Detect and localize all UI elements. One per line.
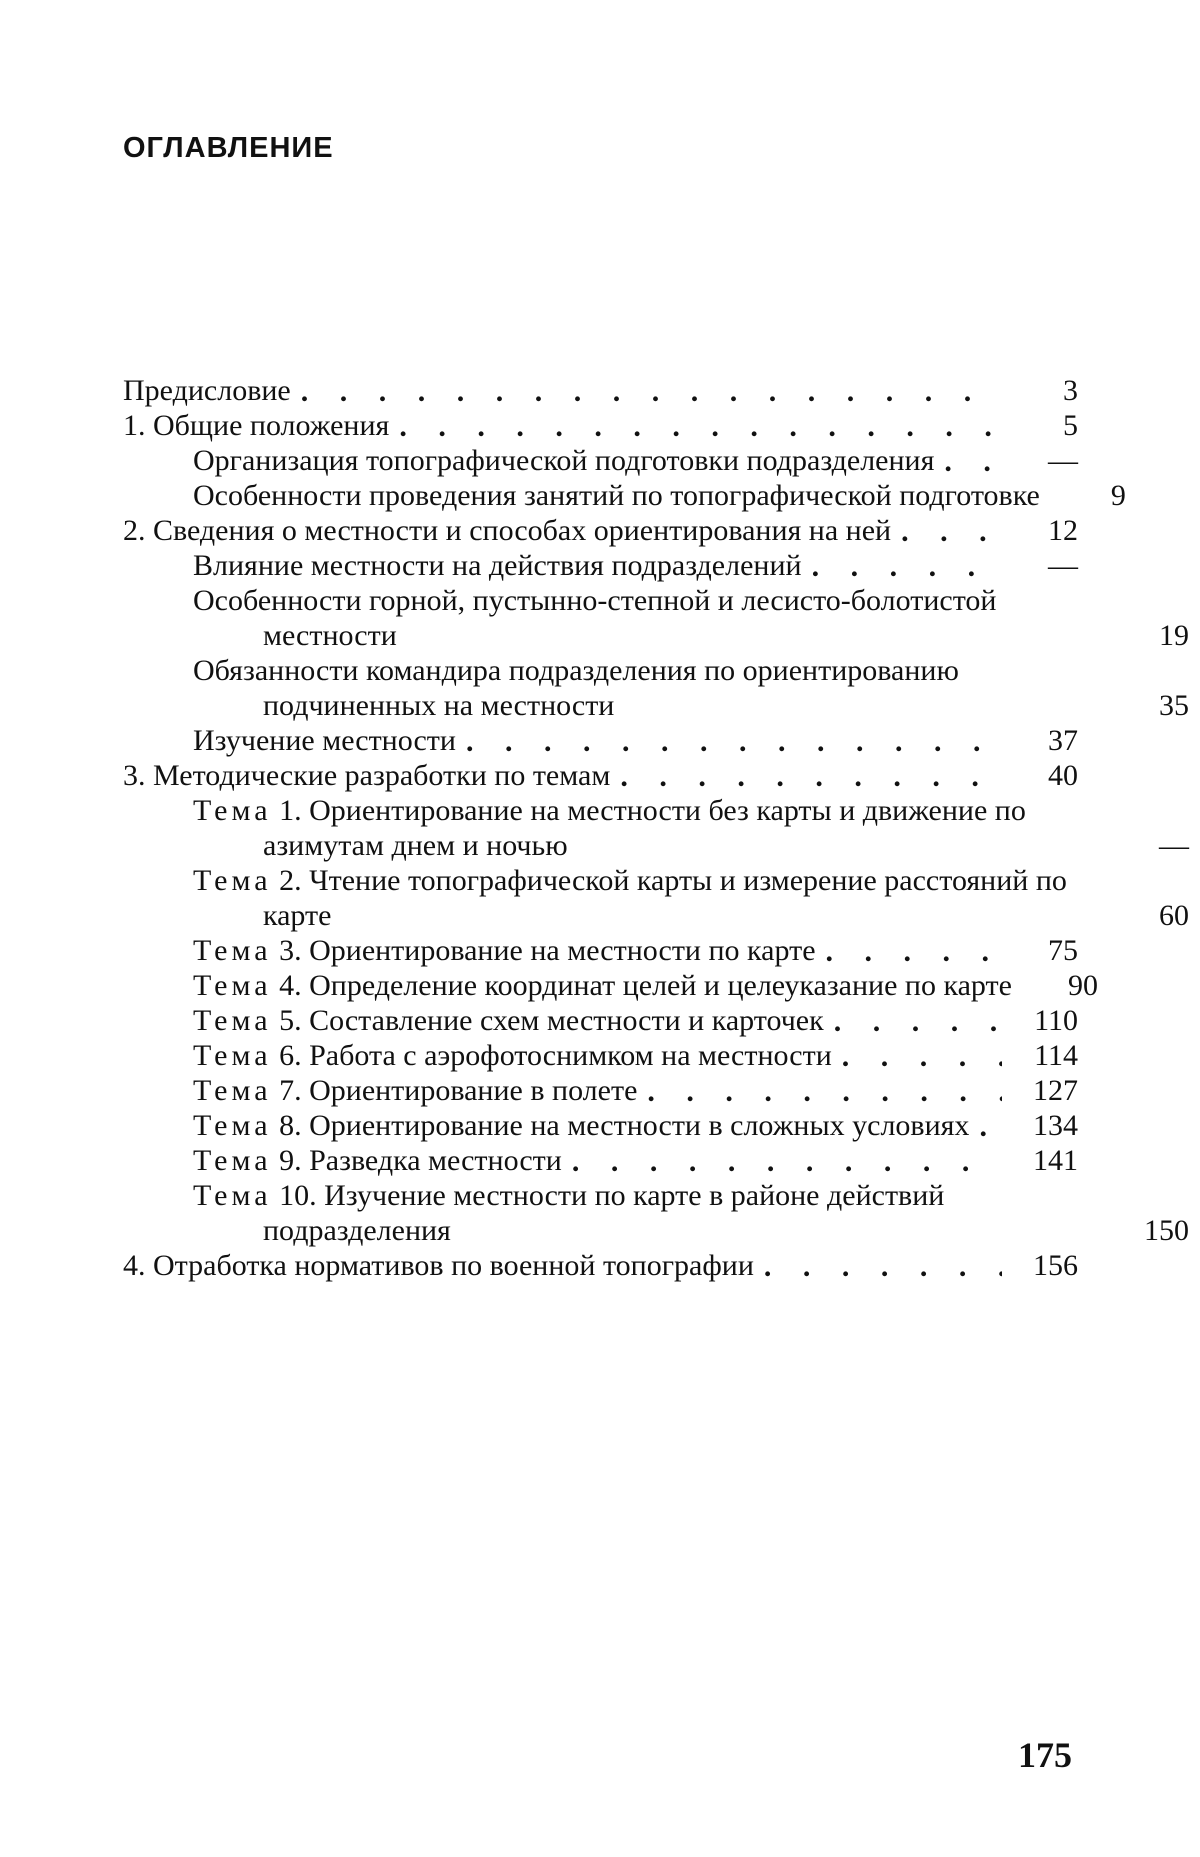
toc-entry xyxy=(123,968,1098,1003)
toc-entry xyxy=(123,548,1078,583)
toc-entry-page: — xyxy=(1048,444,1078,477)
toc-entry-page: 9 xyxy=(1110,479,1126,512)
dot-leader xyxy=(572,1152,1002,1172)
toc-entry-page: 127 xyxy=(1033,1074,1078,1107)
toc-entry-label: 3. Ориентирование на местности по карте xyxy=(271,934,816,967)
dot-leader xyxy=(301,382,1002,402)
toc-entry-label: Предисловие xyxy=(123,374,291,407)
toc-entry xyxy=(123,758,1078,793)
toc-entry-title xyxy=(123,758,610,793)
toc-entry xyxy=(123,1143,1078,1178)
toc-entry-label: Особенности проведения занятий по топографической подготовке xyxy=(193,479,1040,512)
toc-entry-label: 1. Общие положения xyxy=(123,409,390,442)
dot-leader xyxy=(979,1117,1002,1137)
toc-entry-title xyxy=(123,408,389,443)
toc-entry-title xyxy=(193,548,802,583)
toc-entry-prefix: Тема xyxy=(193,1144,272,1177)
dot-leader xyxy=(834,1012,1002,1032)
toc-entry-label: 5. Составление схем местности и карточек xyxy=(271,1004,824,1037)
dot-leader xyxy=(764,1257,1002,1277)
toc-entry-page: 60 xyxy=(1159,899,1189,932)
toc-entry-title xyxy=(193,1003,824,1038)
toc-entry-title xyxy=(123,513,891,548)
toc-entry-prefix: Тема xyxy=(193,969,272,1002)
toc-entry-label: 3. Методические разработки по темам xyxy=(123,759,611,792)
toc-entry-page: — xyxy=(1159,829,1189,862)
toc-entry-title xyxy=(123,1248,754,1283)
toc-entry-title xyxy=(193,968,1012,1003)
toc-entry xyxy=(123,863,1189,933)
dot-leader xyxy=(647,1082,1002,1102)
toc-entry-title xyxy=(193,478,1040,513)
toc-entry-title xyxy=(193,1073,637,1108)
toc-entry-prefix: Тема xyxy=(193,1039,272,1072)
dot-leader xyxy=(944,452,1002,472)
dot-leader xyxy=(812,557,1002,577)
toc-entry-title xyxy=(193,1143,562,1178)
toc-entry xyxy=(123,933,1078,968)
toc-entry-page: 90 xyxy=(1067,969,1098,1002)
toc-entry-label: 4. Отработка нормативов по военной топографии xyxy=(123,1249,754,1282)
toc-entry-label: Обязанности командира подразделения по ориентированию подчиненных на местности xyxy=(193,654,959,722)
toc-entry xyxy=(123,583,1189,653)
toc-entry xyxy=(123,653,1189,723)
toc-entry-title xyxy=(193,1178,1103,1248)
toc-entry-page: 134 xyxy=(1033,1109,1078,1142)
toc-entry-prefix: Тема xyxy=(193,794,272,827)
toc-entry-page: 35 xyxy=(1159,689,1189,722)
toc-entry-prefix: Тема xyxy=(193,934,272,967)
toc-entry-title xyxy=(193,863,1103,933)
toc-entry-title xyxy=(193,653,1103,723)
page-number: 175 xyxy=(1018,1735,1072,1775)
toc-entry-prefix: Тема xyxy=(193,1109,272,1142)
toc-entry-label: Изучение местности xyxy=(193,724,456,757)
toc-entry-title xyxy=(193,793,1103,863)
toc-entry-page: — xyxy=(1048,549,1078,582)
toc-entry-label: 2. Чтение топографической карты и измерение расстояний по карте xyxy=(263,864,1067,932)
toc-entry-title xyxy=(193,443,934,478)
toc-entry-page: 37 xyxy=(1048,724,1078,757)
toc-entry-page: 141 xyxy=(1033,1144,1078,1177)
toc-entry-title xyxy=(193,933,816,968)
toc-entry-page: 75 xyxy=(1048,934,1078,967)
toc-entry-label: 2. Сведения о местности и способах ориентирования на ней xyxy=(123,514,892,547)
toc-entry-page: 3 xyxy=(1063,374,1078,407)
toc-entry-page: 110 xyxy=(1034,1004,1078,1037)
toc-entry-label: 6. Работа с аэрофотоснимком на местности xyxy=(271,1039,832,1072)
toc-entry xyxy=(123,1073,1078,1108)
toc-entry xyxy=(123,793,1189,863)
toc-entry-page: 12 xyxy=(1048,514,1078,547)
toc-entry-label: 4. Определение координат целей и целеуказание по карте xyxy=(271,969,1012,1002)
toc-entry-page: 5 xyxy=(1063,409,1078,442)
toc-entry-prefix: Тема xyxy=(193,864,272,897)
toc-entry-title xyxy=(193,723,456,758)
toc-entry-label: 10. Изучение местности по карте в районе действий подразделения xyxy=(263,1179,945,1247)
table-of-contents xyxy=(123,373,1189,1283)
toc-entry-title xyxy=(193,1038,832,1073)
toc-entry-prefix: Тема xyxy=(193,1179,272,1212)
toc-entry-prefix: Тема xyxy=(193,1004,272,1037)
toc-entry-label: 7. Ориентирование в полете xyxy=(271,1074,638,1107)
toc-entry xyxy=(123,723,1078,758)
dot-leader xyxy=(466,732,1002,752)
toc-entry xyxy=(123,1108,1078,1143)
toc-entry xyxy=(123,1038,1078,1073)
dot-leader xyxy=(620,767,1002,787)
dot-leader xyxy=(826,942,1002,962)
page-title: ОГЛАВЛЕНИЕ xyxy=(123,132,334,164)
toc-entry xyxy=(123,373,1078,408)
toc-entry-label: 9. Разведка местности xyxy=(271,1144,562,1177)
toc-entry xyxy=(123,443,1078,478)
toc-entry xyxy=(123,513,1078,548)
toc-entry-title xyxy=(123,373,291,408)
toc-entry-page: 19 xyxy=(1159,619,1189,652)
toc-entry-page: 156 xyxy=(1033,1249,1078,1282)
dot-leader xyxy=(842,1047,1002,1067)
toc-entry-label: Влияние местности на действия подразделений xyxy=(193,549,802,582)
toc-entry xyxy=(123,408,1078,443)
toc-entry xyxy=(123,1248,1078,1283)
toc-entry-page: 114 xyxy=(1034,1039,1078,1072)
toc-entry-label: 8. Ориентирование на местности в сложных условиях xyxy=(271,1109,970,1142)
toc-entry-title xyxy=(193,583,1103,653)
toc-entry-label: Особенности горной, пустынно-степной и лесисто-болотистой местности xyxy=(193,584,997,652)
toc-entry xyxy=(123,1003,1078,1038)
toc-entry-label: 1. Ориентирование на местности без карты и движение по азимутам днем и ночью xyxy=(263,794,1026,862)
toc-entry xyxy=(123,1178,1189,1248)
toc-entry-prefix: Тема xyxy=(193,1074,272,1107)
toc-entry-page: 150 xyxy=(1144,1214,1189,1247)
dot-leader xyxy=(399,417,1002,437)
toc-entry-page: 40 xyxy=(1048,759,1078,792)
toc-entry-label: Организация топографической подготовки подразделения xyxy=(193,444,935,477)
toc-entry xyxy=(123,478,1126,513)
dot-leader xyxy=(901,522,1002,542)
toc-entry-title xyxy=(193,1108,969,1143)
